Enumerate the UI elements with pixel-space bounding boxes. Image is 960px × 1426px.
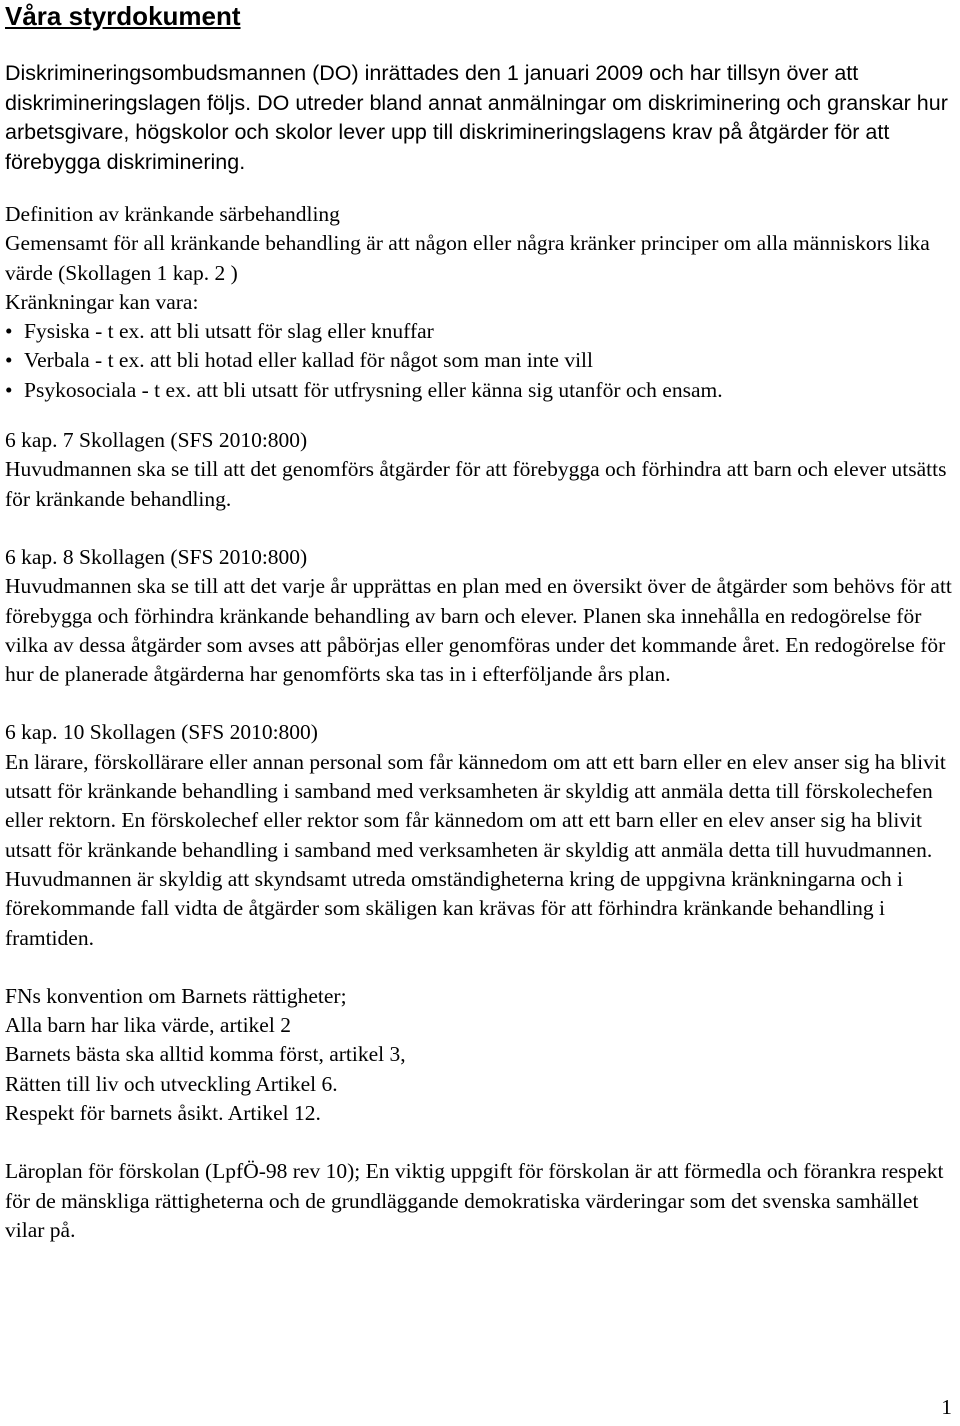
fn-line: Barnets bästa ska alltid komma först, artikel 3, bbox=[5, 1042, 406, 1067]
list-item bbox=[5, 317, 955, 346]
list-item-text: Fysiska - t ex. att bli utsatt för slag eller knuffar bbox=[24, 319, 434, 344]
section-heading: 6 kap. 8 Skollagen (SFS 2010:800) bbox=[5, 544, 308, 569]
violations-heading: Kränkningar kan vara: bbox=[5, 289, 199, 314]
fn-line: Alla barn har lika värde, artikel 2 bbox=[5, 1013, 291, 1038]
section-6-7 bbox=[5, 426, 955, 514]
definition-section bbox=[5, 200, 955, 405]
page-title: Våra styrdokument bbox=[5, 1, 241, 31]
fn-convention-section bbox=[5, 982, 955, 1128]
fn-line: Respekt för barnets åsikt. Artikel 12. bbox=[5, 1101, 321, 1126]
document-page bbox=[5, 0, 955, 1245]
section-text: Huvudmannen ska se till att det genomförs åtgärder för att förebygga och förhindra att barn och elever utsätts för kränkande behandling. bbox=[5, 457, 947, 511]
section-heading: 6 kap. 10 Skollagen (SFS 2010:800) bbox=[5, 720, 318, 745]
list-item-text: Verbala - t ex. att bli hotad eller kallad för något som man inte vill bbox=[24, 348, 593, 373]
fn-line: Rätten till liv och utveckling Artikel 6. bbox=[5, 1071, 338, 1096]
violations-list bbox=[5, 317, 955, 405]
definition-heading: Definition av kränkande särbehandling bbox=[5, 202, 340, 226]
list-item-text: Psykosociala - t ex. att bli utsatt för utfrysning eller känna sig utanför och ensam. bbox=[24, 377, 723, 402]
list-item bbox=[5, 346, 955, 375]
section-6-8 bbox=[5, 543, 955, 689]
bullet-icon: • bbox=[5, 348, 13, 373]
bullet-icon: • bbox=[5, 319, 13, 344]
fn-line: FNs konvention om Barnets rättigheter; bbox=[5, 983, 347, 1008]
definition-text: Gemensamt för all kränkande behandling är att någon eller några kränker principer om alla människors lika värde (Skollagen 1 kap. 2 ) bbox=[5, 231, 930, 285]
section-heading: 6 kap. 7 Skollagen (SFS 2010:800) bbox=[5, 428, 308, 453]
bullet-icon: • bbox=[5, 377, 13, 402]
section-6-10 bbox=[5, 718, 955, 952]
lpfo-text: Läroplan för förskolan (LpfÖ-98 rev 10); En viktig uppgift för förskolan är att förmedla och förankra respekt för de mänskliga rättigheterna och de grundläggande demokratiska värderingar som det svenska samhället vilar på. bbox=[5, 1159, 944, 1242]
lpfo-section bbox=[5, 1157, 955, 1245]
intro-paragraph: Diskrimineringsombudsmannen (DO) inrättades den 1 januari 2009 och har tillsyn över att diskrimineringslagen följs. DO utreder bland annat anmälningar om diskriminering och granskar hur arbetsgivare, högskolor och skolor lever upp till diskrimineringslagens krav på åtgärder för att förebygga diskriminering. bbox=[5, 61, 948, 174]
section-text: Huvudmannen ska se till att det varje år upprättas en plan med en översikt över de åtgärder som behövs för att förebygga och förhindra kränkande behandling av barn och elever. Planen ska innehålla en redogörelse för vilka av dessa åtgärder som avses att påbörjas eller genomföras under det kommande året. En redogörelse för hur de planerade åtgärderna har genomförts ska tas in i efterföljande års plan. bbox=[5, 574, 952, 687]
list-item bbox=[5, 376, 955, 405]
section-text: En lärare, förskollärare eller annan personal som får kännedom om att ett barn eller en elev anser sig ha blivit utsatt för kränkande behandling i samband med verksamheten är skyldig att anmäla detta till förskolechefen eller rektorn. En förskolechef eller rektor som får kännedom om att ett barn eller en elev anser sig ha blivit utsatt för kränkande behandling i samband med verksamheten är skyldig att anmäla detta till huvudmannen. Huvudmannen är skyldig att skyndsamt utreda omständigheterna kring de uppgivna kränkningarna och i förekommande fall vidta de åtgärder som skäligen kan krävas för att förhindra kränkande behandling i framtiden. bbox=[5, 749, 946, 950]
page-number: 1 bbox=[941, 1395, 952, 1419]
